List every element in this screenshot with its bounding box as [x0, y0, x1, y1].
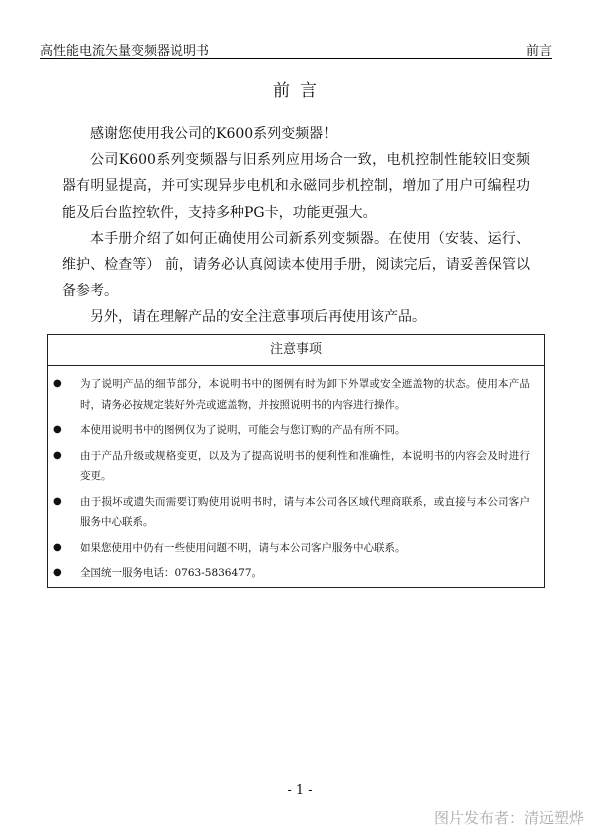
paragraph-safety: 另外，请在理解产品的安全注意事项后再使用该产品。 — [90, 309, 426, 326]
notice-item — [53, 420, 530, 441]
notice-box — [47, 334, 545, 588]
bullet-icon: ● — [53, 495, 62, 507]
notice-list — [48, 366, 544, 584]
section-name-header: 前言 — [525, 44, 552, 59]
notice-item-text: 全国统一服务电话：0763-5836477。 — [80, 567, 263, 579]
paragraph-thanks: 感谢您使用我公司的K600系列变频器！ — [90, 126, 338, 142]
page-header — [40, 38, 552, 59]
paragraph-manual-usage: 本手册介绍了如何正确使用公司新系列变频器。在使用（安装、运行、维护、检查等） 前，请务必认真阅读本使用手册，阅读完后，请妥善保管以备参考。 — [62, 230, 530, 300]
notice-title: 注意事项 — [48, 335, 544, 366]
preface-body — [62, 121, 530, 331]
notice-item-text: 本使用说明书中的图例仅为了说明，可能会与您订购的产品有所不同。 — [80, 424, 406, 436]
notice-item — [53, 446, 530, 487]
page-title: 前言 — [273, 81, 327, 101]
paragraph-features: 公司K600系列变频器与旧系列应用场合一致，电机控制性能较旧变频器有明显提高，并可实现异步电机和永磁同步机控制，增加了用户可编程功能及后台监控软件，支持多种PG卡，功能更强大。 — [62, 152, 530, 221]
bullet-icon: ● — [53, 449, 62, 461]
notice-item-text: 由于损坏或遗失而需要订购使用说明书时，请与本公司各区域代理商联系，或直接与本公司客户服务中心联系。 — [80, 495, 530, 528]
notice-item-text: 由于产品升级或规格变更，以及为了提高说明书的便利性和准确性，本说明书的内容会及时进行变更。 — [80, 449, 530, 482]
bullet-icon: ● — [53, 378, 62, 389]
page-number: - 1 - — [287, 783, 313, 798]
notice-item — [53, 538, 530, 559]
document-title-header: 高性能电流矢量变频器说明书 — [40, 44, 210, 59]
publisher-watermark: 图片发布者：清远塑烨 — [433, 809, 584, 827]
notice-item — [53, 374, 530, 415]
bullet-icon: ● — [53, 567, 62, 578]
notice-item-text: 为了说明产品的细节部分，本说明书中的图例有时为卸下外罩或安全遮盖物的状态。使用本产品时，请务必按规定装好外壳或遮盖物，并按照说明书的内容进行操作。 — [80, 378, 530, 411]
notice-item — [53, 563, 530, 584]
bullet-icon: ● — [53, 541, 62, 553]
notice-item-text: 如果您使用中仍有一些使用问题不明，请与本公司客户服务中心联系。 — [80, 541, 406, 554]
bullet-icon: ● — [53, 424, 62, 435]
notice-item — [53, 492, 530, 533]
